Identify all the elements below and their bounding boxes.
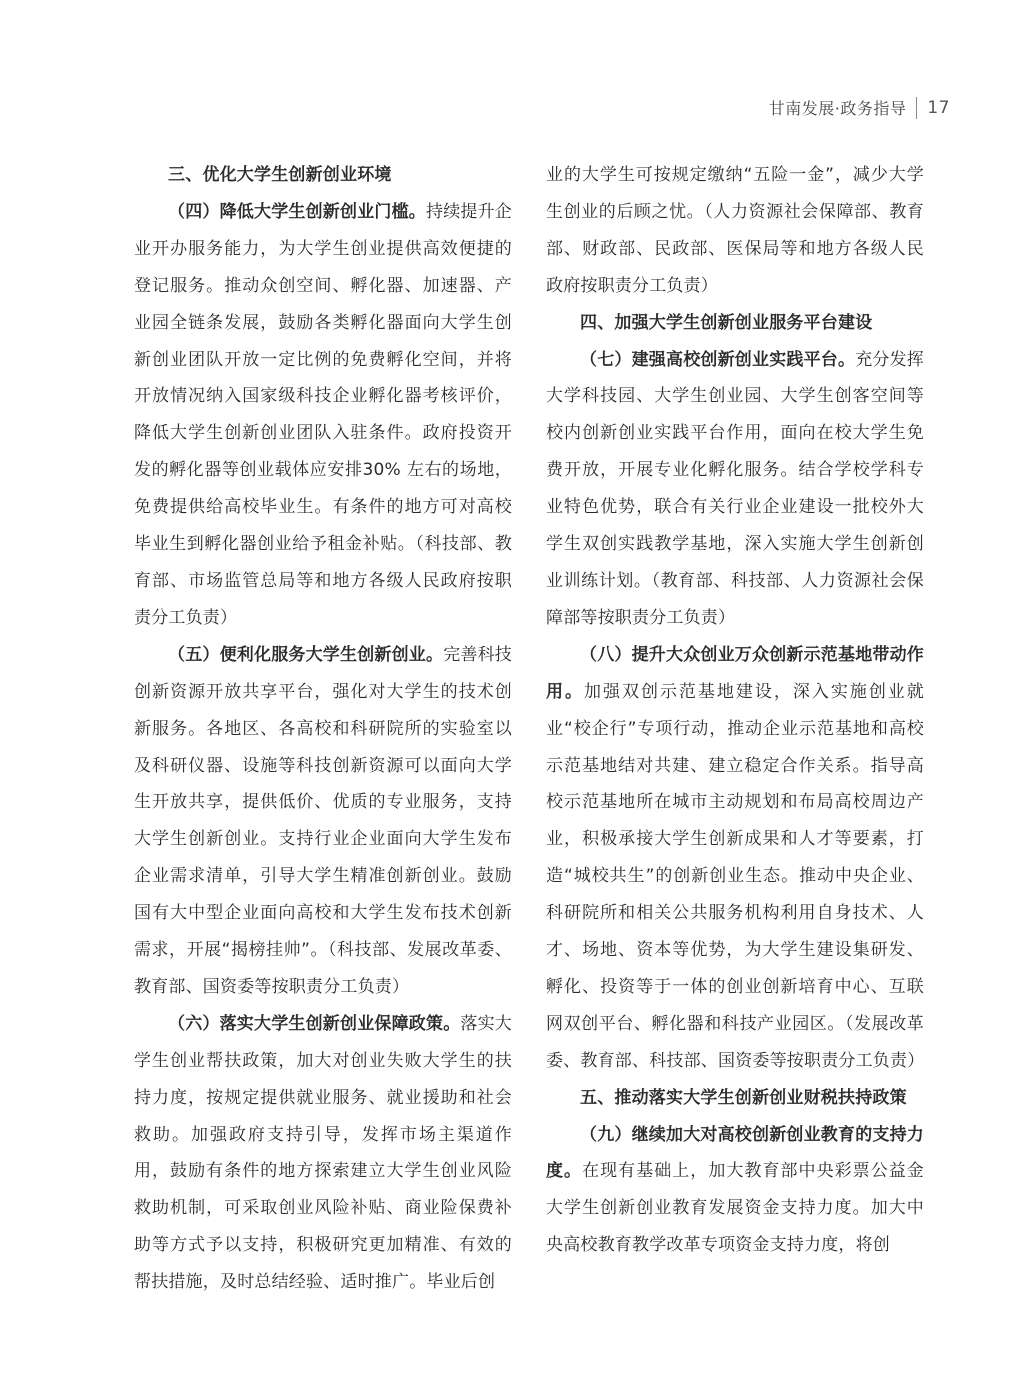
right-column — [546, 157, 924, 1264]
header-divider — [916, 97, 917, 119]
section-heading-5: 五、推动落实大学生创新创业财税扶持政策 — [580, 1087, 907, 1108]
paragraph-9 — [546, 1117, 924, 1265]
paragraph-6 — [134, 1006, 512, 1301]
paragraph-4-body: 持续提升企业开办服务能力，为大学生创业提供高效便捷的登记服务。推动众创空间、孵化器、加速器、产业园全链条发展，鼓励各类孵化器面向大学生创新创业团队开放一定比例的免费孵化空间，并将开放情况纳入国家级科技企业孵化器考核评价，降低大学生创新创业团队入驻条件。政府投资开发的孵化器等创业载体应安排30% 左右的场地，免费提供给高校毕业生。有条件的地方可对高校毕业生到孵化器创业给予租金补贴。（科技部、教育部、市场监管总局等和地方各级人民政府按职责分工负责） — [134, 201, 512, 628]
paragraph-6-continued: 业的大学生可按规定缴纳“五险一金”，减少大学生创业的后顾之忧。（人力资源社会保障部、教育部、财政部、民政部、医保局等和地方各级人民政府按职责分工负责） — [546, 165, 924, 296]
paragraph-7-lead: （七）建强高校创新创业实践平台。 — [580, 349, 856, 370]
paragraph-6-lead: （六）落实大学生创新创业保障政策。 — [168, 1013, 461, 1034]
left-column — [134, 157, 512, 1301]
paragraph-7-body: 充分发挥大学科技园、大学生创业园、大学生创客空间等校内创新创业实践平台作用，面向在校大学生免费开放，开展专业化孵化服务。结合学校学科专业特色优势，联合有关行业企业建设一批校外大学生双创实践教学基地，深入实施大学生创新创业训练计划。（教育部、科技部、人力资源社会保障部等按职责分工负责） — [546, 349, 925, 628]
paragraph-8 — [546, 637, 924, 1080]
paragraph-5-lead: （五）便利化服务大学生创新创业。 — [168, 644, 444, 665]
paragraph-5-body: 完善科技创新资源开放共享平台，强化对大学生的技术创新服务。各地区、各高校和科研院所的实验室以及科研仪器、设施等科技创新资源可以面向大学生开放共享，提供低价、优质的专业服务，支持大学生创新创业。支持行业企业面向大学生发布企业需求清单，引导大学生精准创新创业。鼓励国有大中型企业面向高校和大学生发布技术创新需求，开展“揭榜挂帅”。（科技部、发展改革委、教育部、国资委等按职责分工负责） — [134, 644, 513, 997]
paragraph-6-body: 落实大学生创业帮扶政策，加大对创业失败大学生的扶持力度，按规定提供就业服务、就业援助和社会救助。加强政府支持引导，发挥市场主渠道作用，鼓励有条件的地方探索建立大学生创业风险救助机制，可采取创业风险补贴、商业险保费补助等方式予以支持，积极研究更加精准、有效的帮扶措施，及时总结经验、适时推广。毕业后创 — [134, 1013, 513, 1293]
paragraph-7 — [546, 342, 924, 637]
paragraph-8-lead: （八）提升大众创业万众创新示范基地带动作用。 — [546, 644, 924, 702]
paragraph-5 — [134, 637, 512, 1006]
paragraph-4 — [134, 194, 512, 637]
paragraph-4-lead: （四）降低大学生创新创业门槛。 — [168, 201, 426, 222]
paragraph-9-body: 在现有基础上，加大教育部中央彩票公益金大学生创新创业教育发展资金支持力度。加大中央高校教育教学改革专项资金支持力度，将创 — [546, 1161, 924, 1256]
section-heading-4: 四、加强大学生创新创业服务平台建设 — [580, 312, 873, 333]
section-heading-3: 三、优化大学生创新创业环境 — [168, 165, 392, 185]
paragraph-8-body: 加强双创示范基地建设，深入实施创业就业“校企行”专项行动，推动企业示范基地和高校示范基地结对共建、建立稳定合作关系。指导高校示范基地所在城市主动规划和布局高校周边产业，积极承接大学生创新成果和人才等要素，打造“城校共生”的创新创业生态。推动中央企业、科研院所和相关公共服务机构利用自身技术、人才、场地、资本等优势，为大学生建设集研发、孵化、投资等于一体的创业创新培育中心、互联网双创平台、孵化器和科技产业园区。（发展改革委、教育部、科技部、国资委等按职责分工负责） — [546, 681, 925, 1071]
paragraph-9-lead: （九）继续加大对高校创新创业教育的支持力度。 — [546, 1124, 924, 1182]
page-number: 17 — [927, 97, 950, 118]
page-header — [769, 96, 950, 119]
publication-title: 甘南发展·政务指导 — [768, 99, 907, 118]
